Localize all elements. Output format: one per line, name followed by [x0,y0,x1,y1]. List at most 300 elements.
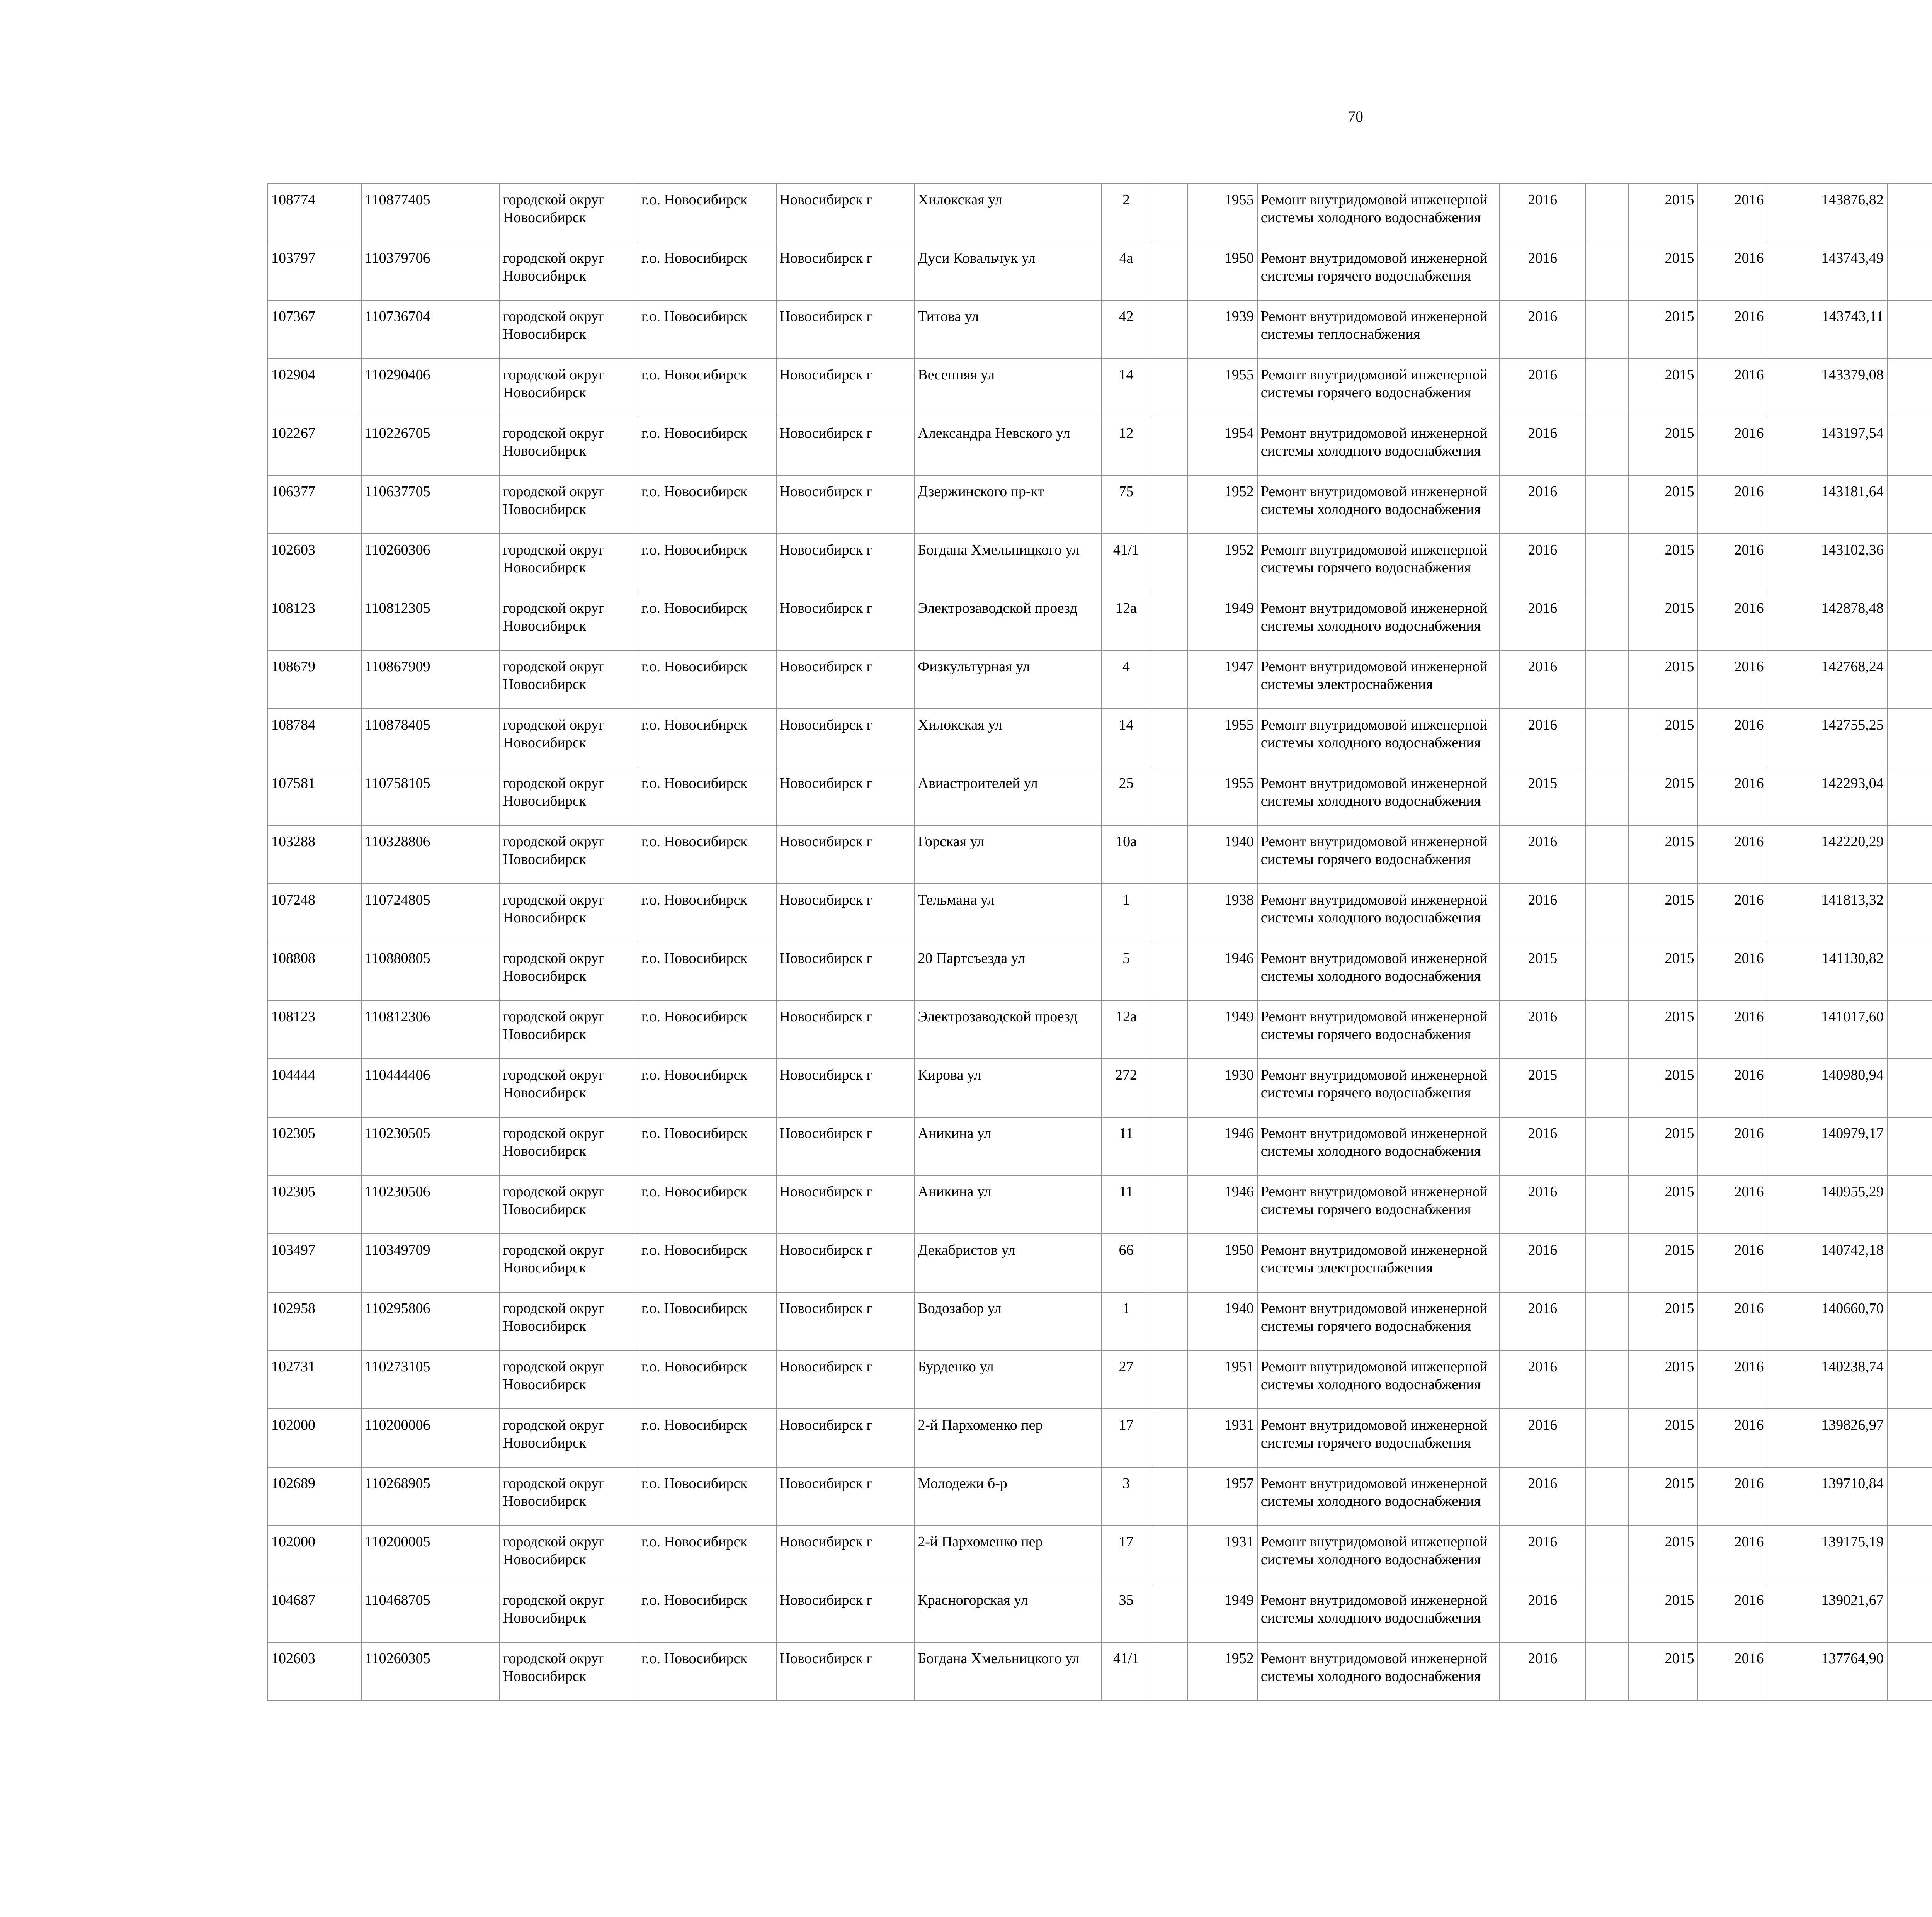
table-cell: Новосибирск г [776,1526,915,1584]
table-cell: 2015 [1628,1117,1698,1175]
table-cell: 10а [1101,825,1151,884]
table-cell: Ремонт внутридомовой инженерной системы холодного водоснабжения [1257,1526,1500,1584]
table-cell: Авиастроителей ул [914,767,1101,825]
table-cell: 1954 [1188,417,1257,475]
table-cell [1887,1117,1932,1175]
table-cell: 2016 [1500,1526,1586,1584]
table-cell: 2016 [1697,184,1767,242]
table-cell: г.о. Новосибирск [638,1175,776,1234]
table-cell [1151,1642,1188,1701]
table-cell: Ремонт внутридомовой инженерной системы холодного водоснабжения [1257,1117,1500,1175]
table-cell [1586,359,1628,417]
table-cell: 2016 [1500,1175,1586,1234]
table-cell: г.о. Новосибирск [638,1292,776,1351]
table-cell: 1957 [1188,1467,1257,1526]
table-row [268,767,1932,825]
table-cell: 137764,90 [1767,1642,1887,1701]
table-cell: Горская ул [914,825,1101,884]
table-cell: 1931 [1188,1526,1257,1584]
table-cell [1586,709,1628,767]
table-cell: Новосибирск г [776,592,915,650]
table-row [268,1409,1932,1467]
table-cell: 1952 [1188,534,1257,592]
table-cell [1887,592,1932,650]
table-cell: г.о. Новосибирск [638,767,776,825]
table-cell: Ремонт внутридомовой инженерной системы холодного водоснабжения [1257,767,1500,825]
table-cell: 110260305 [361,1642,500,1701]
table-cell: 2015 [1628,1175,1698,1234]
table-cell: Ремонт внутридомовой инженерной системы электроснабжения [1257,1234,1500,1292]
table-cell: 11 [1101,1117,1151,1175]
table-cell: г.о. Новосибирск [638,884,776,942]
table-cell: 2015 [1628,1292,1698,1351]
table-cell [1887,942,1932,1000]
table-cell: 2015 [1628,1234,1698,1292]
table-cell: Ремонт внутридомовой инженерной системы горячего водоснабжения [1257,1409,1500,1467]
table-cell: Ремонт внутридомовой инженерной системы холодного водоснабжения [1257,592,1500,650]
table-cell: Весенняя ул [914,359,1101,417]
table-cell: 2016 [1500,1642,1586,1701]
table-cell: 2016 [1500,1584,1586,1642]
table-cell [1586,1292,1628,1351]
table-cell: 41/1 [1101,1642,1151,1701]
table-cell: 27 [1101,1351,1151,1409]
table-cell: Новосибирск г [776,1000,915,1059]
table-cell: 1949 [1188,1000,1257,1059]
table-cell: Новосибирск г [776,709,915,767]
table-cell: 142293,04 [1767,767,1887,825]
table-cell: 2016 [1500,300,1586,359]
table-row [268,359,1932,417]
table-cell: 2016 [1500,1000,1586,1059]
table-cell: 2016 [1500,534,1586,592]
table-cell: Ремонт внутридомовой инженерной системы горячего водоснабжения [1257,1059,1500,1117]
table-cell: 108123 [268,1000,361,1059]
table-cell: 20 Партсъезда ул [914,942,1101,1000]
table-cell: Молодежи б-р [914,1467,1101,1526]
table-cell: 110295806 [361,1292,500,1351]
table-cell: г.о. Новосибирск [638,1467,776,1526]
table-row [268,1059,1932,1117]
table-cell: Ремонт внутридомовой инженерной системы холодного водоснабжения [1257,1584,1500,1642]
table-row [268,1351,1932,1409]
table-cell: 17 [1101,1409,1151,1467]
table-cell: 12а [1101,592,1151,650]
table-row [268,300,1932,359]
table-cell: 102958 [268,1292,361,1351]
table-cell [1887,767,1932,825]
table-row [268,1292,1932,1351]
table-cell: 139021,67 [1767,1584,1887,1642]
table-cell: Новосибирск г [776,359,915,417]
table-cell: 12 [1101,417,1151,475]
table-cell: 2016 [1500,1117,1586,1175]
table-cell: 110349709 [361,1234,500,1292]
table-cell: 2016 [1697,650,1767,709]
table-cell: г.о. Новосибирск [638,534,776,592]
table-cell: 2016 [1697,1234,1767,1292]
table-cell: 1952 [1188,475,1257,534]
table-cell: городской округ Новосибирск [500,1292,638,1351]
table-cell [1887,359,1932,417]
table-row [268,1642,1932,1701]
table-cell: Новосибирск г [776,650,915,709]
table-cell: 2015 [1628,1059,1698,1117]
table-cell: г.о. Новосибирск [638,242,776,300]
table-row [268,242,1932,300]
table-cell: городской округ Новосибирск [500,1584,638,1642]
table-row [268,184,1932,242]
table-cell: 1947 [1188,650,1257,709]
table-cell: 11 [1101,1175,1151,1234]
table-cell [1151,417,1188,475]
table-cell: г.о. Новосибирск [638,1409,776,1467]
table-cell: 1930 [1188,1059,1257,1117]
table-cell: городской округ Новосибирск [500,1059,638,1117]
table-cell [1586,884,1628,942]
table-cell: Ремонт внутридомовой инженерной системы горячего водоснабжения [1257,242,1500,300]
table-cell: 2016 [1697,475,1767,534]
table-cell: 110260306 [361,534,500,592]
table-cell: городской округ Новосибирск [500,242,638,300]
table-cell: городской округ Новосибирск [500,300,638,359]
table-cell: Ремонт внутридомовой инженерной системы холодного водоснабжения [1257,1351,1500,1409]
table-cell: 2015 [1628,709,1698,767]
table-cell [1151,1292,1188,1351]
table-cell: 103288 [268,825,361,884]
page-number: 70 [1348,108,1363,125]
table-cell: 110200005 [361,1526,500,1584]
table-cell: г.о. Новосибирск [638,1642,776,1701]
table-cell: Новосибирск г [776,1175,915,1234]
table-cell: городской округ Новосибирск [500,1409,638,1467]
table-cell: 2016 [1697,592,1767,650]
table-cell: Хилокская ул [914,184,1101,242]
table-cell [1151,767,1188,825]
table-cell: Кирова ул [914,1059,1101,1117]
table-cell: 2015 [1628,475,1698,534]
table-cell: 1952 [1188,1642,1257,1701]
table-cell: 2016 [1500,825,1586,884]
table-row [268,1584,1932,1642]
table-cell: Аникина ул [914,1175,1101,1234]
table-cell [1586,650,1628,709]
table-cell: Новосибирск г [776,534,915,592]
table-cell: 17 [1101,1526,1151,1584]
table-cell: 1951 [1188,1351,1257,1409]
table-cell [1151,709,1188,767]
table-cell [1151,300,1188,359]
table-cell: 108774 [268,184,361,242]
table-cell: Новосибирск г [776,242,915,300]
table-cell: 2016 [1500,884,1586,942]
table-cell: 104444 [268,1059,361,1117]
table-cell: 2015 [1628,1000,1698,1059]
table-cell [1887,1642,1932,1701]
table-cell: городской округ Новосибирск [500,417,638,475]
table-cell: 110878405 [361,709,500,767]
table-cell: 1950 [1188,242,1257,300]
table-cell: 102603 [268,534,361,592]
table-cell: 2016 [1500,1467,1586,1526]
table-cell: 2016 [1500,650,1586,709]
table-cell [1151,242,1188,300]
table-cell: 1939 [1188,300,1257,359]
table-cell [1887,184,1932,242]
table-cell: 102267 [268,417,361,475]
table-cell: 2015 [1628,534,1698,592]
table-cell [1887,417,1932,475]
table-cell [1151,825,1188,884]
table-cell: 143876,82 [1767,184,1887,242]
table-cell: 102000 [268,1409,361,1467]
table-cell: 25 [1101,767,1151,825]
table-cell: 110637705 [361,475,500,534]
table-cell: Ремонт внутридомовой инженерной системы холодного водоснабжения [1257,1467,1500,1526]
table-cell [1151,1117,1188,1175]
table-cell: г.о. Новосибирск [638,825,776,884]
table-cell: городской округ Новосибирск [500,1175,638,1234]
table-cell [1887,242,1932,300]
table-cell: Ремонт внутридомовой инженерной системы горячего водоснабжения [1257,1175,1500,1234]
table-cell: 104687 [268,1584,361,1642]
table-cell [1586,417,1628,475]
table-cell: 102731 [268,1351,361,1409]
table-cell: Ремонт внутридомовой инженерной системы холодного водоснабжения [1257,417,1500,475]
table-cell: Ремонт внутридомовой инженерной системы холодного водоснабжения [1257,709,1500,767]
table-cell: 2015 [1628,184,1698,242]
table-cell: 140660,70 [1767,1292,1887,1351]
table-cell [1151,184,1188,242]
table-row [268,1175,1932,1234]
table-cell: 3 [1101,1467,1151,1526]
table-cell: 2015 [1628,1642,1698,1701]
table-cell: 110724805 [361,884,500,942]
table-cell: 2015 [1500,1059,1586,1117]
table-cell: 102689 [268,1467,361,1526]
table-cell: Новосибирск г [776,1409,915,1467]
table-cell: Новосибирск г [776,300,915,359]
table-cell [1887,1292,1932,1351]
table-cell: 143102,36 [1767,534,1887,592]
table-cell: 110379706 [361,242,500,300]
table-cell: 2015 [1500,767,1586,825]
table-cell: 2015 [1628,1467,1698,1526]
table-cell: городской округ Новосибирск [500,592,638,650]
table-cell: 102305 [268,1117,361,1175]
table-cell: 141813,32 [1767,884,1887,942]
table-cell: 1940 [1188,1292,1257,1351]
table-cell: 110812305 [361,592,500,650]
table-cell: 1955 [1188,709,1257,767]
table-cell [1586,1467,1628,1526]
table-cell [1151,1234,1188,1292]
table-cell [1887,709,1932,767]
table-cell: 142878,48 [1767,592,1887,650]
table-cell: Физкультурная ул [914,650,1101,709]
table-cell: 4 [1101,650,1151,709]
table-cell: 2016 [1697,825,1767,884]
table-cell [1586,1351,1628,1409]
table-cell: 102603 [268,1642,361,1701]
table-cell: 1946 [1188,1117,1257,1175]
table-cell: 2016 [1697,534,1767,592]
table-cell: городской округ Новосибирск [500,359,638,417]
table-cell: городской округ Новосибирск [500,942,638,1000]
table-cell: 1955 [1188,359,1257,417]
table-cell [1887,1584,1932,1642]
table-cell [1586,767,1628,825]
table-cell: Красногорская ул [914,1584,1101,1642]
table-cell: 108808 [268,942,361,1000]
table-cell: 272 [1101,1059,1151,1117]
table-cell: 102305 [268,1175,361,1234]
table-cell: 2016 [1697,1000,1767,1059]
table-cell [1887,534,1932,592]
table-cell: 2016 [1697,709,1767,767]
table-cell [1586,1059,1628,1117]
table-cell: 75 [1101,475,1151,534]
table-cell [1586,1526,1628,1584]
table-cell: 1 [1101,884,1151,942]
table-cell: 2016 [1500,709,1586,767]
table-cell: Аникина ул [914,1117,1101,1175]
table-cell: 2016 [1697,242,1767,300]
table-cell [1151,592,1188,650]
table-cell: 1949 [1188,592,1257,650]
table-cell [1586,825,1628,884]
table-cell: г.о. Новосибирск [638,1234,776,1292]
table-cell: Титова ул [914,300,1101,359]
table-cell: Новосибирск г [776,1351,915,1409]
table-cell: г.о. Новосибирск [638,359,776,417]
table-cell: Новосибирск г [776,1642,915,1701]
table-cell: Ремонт внутридомовой инженерной системы теплоснабжения [1257,300,1500,359]
table-cell: Новосибирск г [776,475,915,534]
table-cell: городской округ Новосибирск [500,1642,638,1701]
table-cell: 140955,29 [1767,1175,1887,1234]
table-cell [1586,1234,1628,1292]
table-cell: 110758105 [361,767,500,825]
table-cell: 1940 [1188,825,1257,884]
table-cell: 140742,18 [1767,1234,1887,1292]
table-cell: 142220,29 [1767,825,1887,884]
table-cell: 110328806 [361,825,500,884]
table-cell: 2015 [1628,300,1698,359]
table-cell: Ремонт внутридомовой инженерной системы холодного водоснабжения [1257,884,1500,942]
table-cell: 2015 [1628,1351,1698,1409]
table-cell: 106377 [268,475,361,534]
table-cell: 1950 [1188,1234,1257,1292]
table-cell: г.о. Новосибирск [638,1000,776,1059]
table-cell: 110880805 [361,942,500,1000]
table-cell: Ремонт внутридомовой инженерной системы горячего водоснабжения [1257,1292,1500,1351]
table-cell [1151,1059,1188,1117]
table-cell: 2016 [1500,592,1586,650]
table-cell: Декабристов ул [914,1234,1101,1292]
table-cell: г.о. Новосибирск [638,592,776,650]
table-cell: 2015 [1628,825,1698,884]
table-cell: 108679 [268,650,361,709]
table-row [268,709,1932,767]
table-cell: Новосибирск г [776,1117,915,1175]
table-cell: Новосибирск г [776,1234,915,1292]
table-cell: городской округ Новосибирск [500,1000,638,1059]
table-row [268,534,1932,592]
table-cell [1586,1000,1628,1059]
table-row [268,475,1932,534]
table-cell: 2016 [1500,184,1586,242]
table-cell: Александра Невского ул [914,417,1101,475]
table-cell: г.о. Новосибирск [638,184,776,242]
table-cell: 110230505 [361,1117,500,1175]
table-cell: Тельмана ул [914,884,1101,942]
table-cell: 14 [1101,359,1151,417]
table-cell: г.о. Новосибирск [638,417,776,475]
table-cell: 107581 [268,767,361,825]
table-cell [1151,884,1188,942]
table-row [268,650,1932,709]
table-cell: 2016 [1500,1409,1586,1467]
table-cell [1586,475,1628,534]
table-cell: 139175,19 [1767,1526,1887,1584]
table-cell [1151,942,1188,1000]
table-cell: 141130,82 [1767,942,1887,1000]
table-cell: 2016 [1697,884,1767,942]
table-cell: 2016 [1697,1409,1767,1467]
table-cell: Ремонт внутридомовой инженерной системы холодного водоснабжения [1257,475,1500,534]
table-cell: 2015 [1628,242,1698,300]
table-cell: Богдана Хмельницкого ул [914,534,1101,592]
table-cell: 66 [1101,1234,1151,1292]
table-cell [1887,475,1932,534]
table-cell: Бурденко ул [914,1351,1101,1409]
table-cell: 2016 [1697,417,1767,475]
table-cell [1586,592,1628,650]
table-cell: 2015 [1628,650,1698,709]
table-cell: 108784 [268,709,361,767]
table-cell: 1946 [1188,942,1257,1000]
table-cell: 2015 [1628,417,1698,475]
table-cell: городской округ Новосибирск [500,1351,638,1409]
table-cell [1151,1584,1188,1642]
table-cell [1151,1175,1188,1234]
table-cell [1151,359,1188,417]
table-cell: 5 [1101,942,1151,1000]
table-cell: Новосибирск г [776,1467,915,1526]
table-cell: Ремонт внутридомовой инженерной системы горячего водоснабжения [1257,825,1500,884]
table-cell: Новосибирск г [776,1059,915,1117]
table-cell: 143197,54 [1767,417,1887,475]
table-cell: 140980,94 [1767,1059,1887,1117]
table-cell: Дзержинского пр-кт [914,475,1101,534]
table-cell: 2-й Пархоменко пер [914,1526,1101,1584]
table-cell: 2015 [1628,1584,1698,1642]
table-cell: 1946 [1188,1175,1257,1234]
table-cell: 2016 [1697,1117,1767,1175]
table-cell: 110867909 [361,650,500,709]
table-cell: 2-й Пархоменко пер [914,1409,1101,1467]
table-cell: 103497 [268,1234,361,1292]
table-cell: Ремонт внутридомовой инженерной системы холодного водоснабжения [1257,1642,1500,1701]
table-cell: 1 [1101,1292,1151,1351]
table-cell: 2015 [1628,592,1698,650]
table-cell: 2015 [1628,767,1698,825]
table-cell: Новосибирск г [776,884,915,942]
table-cell: 2016 [1697,1175,1767,1234]
table-cell [1151,1409,1188,1467]
table-row [268,1117,1932,1175]
